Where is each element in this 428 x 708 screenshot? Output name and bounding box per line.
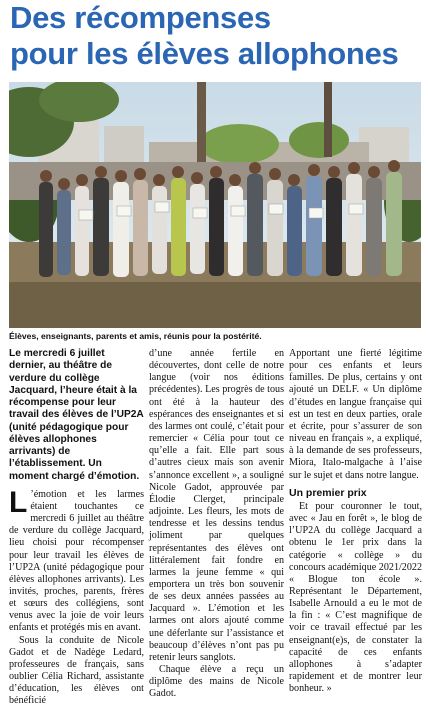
- article-paragraph-1-text: ’émotion et les larmes étaient touchantes ce mercredi 6 juillet au théâtre de verdure du collège Jacquard, lieu choisi pour récompenser pour leur travail les élèves de l’UP2A (unité pédagogique pour élèves allophones arrivants). Les invités, proches, parents, frères et sœurs des collégiens, sont venus avec la joie de voir leurs enfants et protégés mis en avant.: [9, 488, 144, 634]
- article-paragraph-6: Et pour couronner le tout, avec « Jau en forêt », le blog de l’UP2A du collège Jacquard a obtenu le 1er prix dans la catégorie « collège » du concours académique 2021/2022 « Blogue ton école ». Représentant le Département, Isabelle Arnould a eu le mot de la fin : « C’est magnifique de voir ce travail effectué par les enseignant(e)s, de constater la capacité de ces enfants allophones à s’adapter rapidement et de montrer leur bonheur. »: [289, 500, 422, 695]
- article-paragraph-5: Apportant une fierté légitime pour ces enfants et leurs familles. De plus, certains y ont ajouté un DELF. « Un diplôme d’études en langue française qui est un test en deux parties, orale et écrite, pour s’assurer de son niveau en français », a expliqué, à la demande de ses professeurs, Miora, Italo-malgache à l’aise sur le sujet et dans notre langue.: [289, 348, 422, 481]
- headline-line-2: pour les élèves allophones: [10, 36, 399, 71]
- photo-caption: Élèves, enseignants, parents et amis, réunis pour la postérité.: [9, 331, 262, 341]
- article-paragraph-4: Chaque élève a reçu un diplôme des mains de Nicole Gadot.: [149, 664, 284, 700]
- article-column-2: [149, 348, 284, 701]
- article-column-1: [9, 348, 144, 708]
- headline-line-1: Des récompenses: [10, 0, 271, 35]
- section-subhead: Un premier prix: [289, 486, 367, 499]
- article-lead: Le mercredi 6 juillet dernier, au théâtre de verdure du collège Jacquard, l’heure était à la récompense pour leur travail des élèves de l’UP2A (unité pédagogique pour élèves allophones arrivants) de l’établissement. Un moment chargé d’émotion.: [9, 348, 144, 482]
- article-column-3: [289, 348, 422, 695]
- headline: [10, 0, 425, 72]
- article-paragraph-2: Sous la conduite de Nicole Gadot et de Nadège Ledard, professeures de français, sans oublier Célia Richard, assistante d’éducation, les élèves ont bénéficié: [9, 634, 144, 707]
- article-paragraph-1: [9, 485, 144, 635]
- group-photo: [9, 82, 421, 328]
- drop-cap: L: [9, 485, 28, 519]
- article-paragraph-3: d’une année fertile en découvertes, dont celle de notre langue (voir nos éditions précédentes). Les progrès de tous ont été à la hauteur des espérances des enseignantes et si des larmes ont coulé, c’était pour remercier « Célia pour tout ce qu’elle a fait. Elle part sous d’autres cieux mais son avenir s’annonce excellent », a souligné Nicole Gadot, approuvée par Élodie Clerget, principale adjointe. Les fleurs, les mots de tendresse et les dessins tendus joliment par quelques représentantes des élèves ont littéralement fait fondre en larmes la jeune femme « qui emportera un très bon souvenir de ses deux années passées au Jacquard ». L’émotion et les larmes ont alors ajouté comme une déferlante sur l’assistance et beaucoup d’élèves n’ont pas pu retenir leurs sanglots.: [149, 348, 284, 663]
